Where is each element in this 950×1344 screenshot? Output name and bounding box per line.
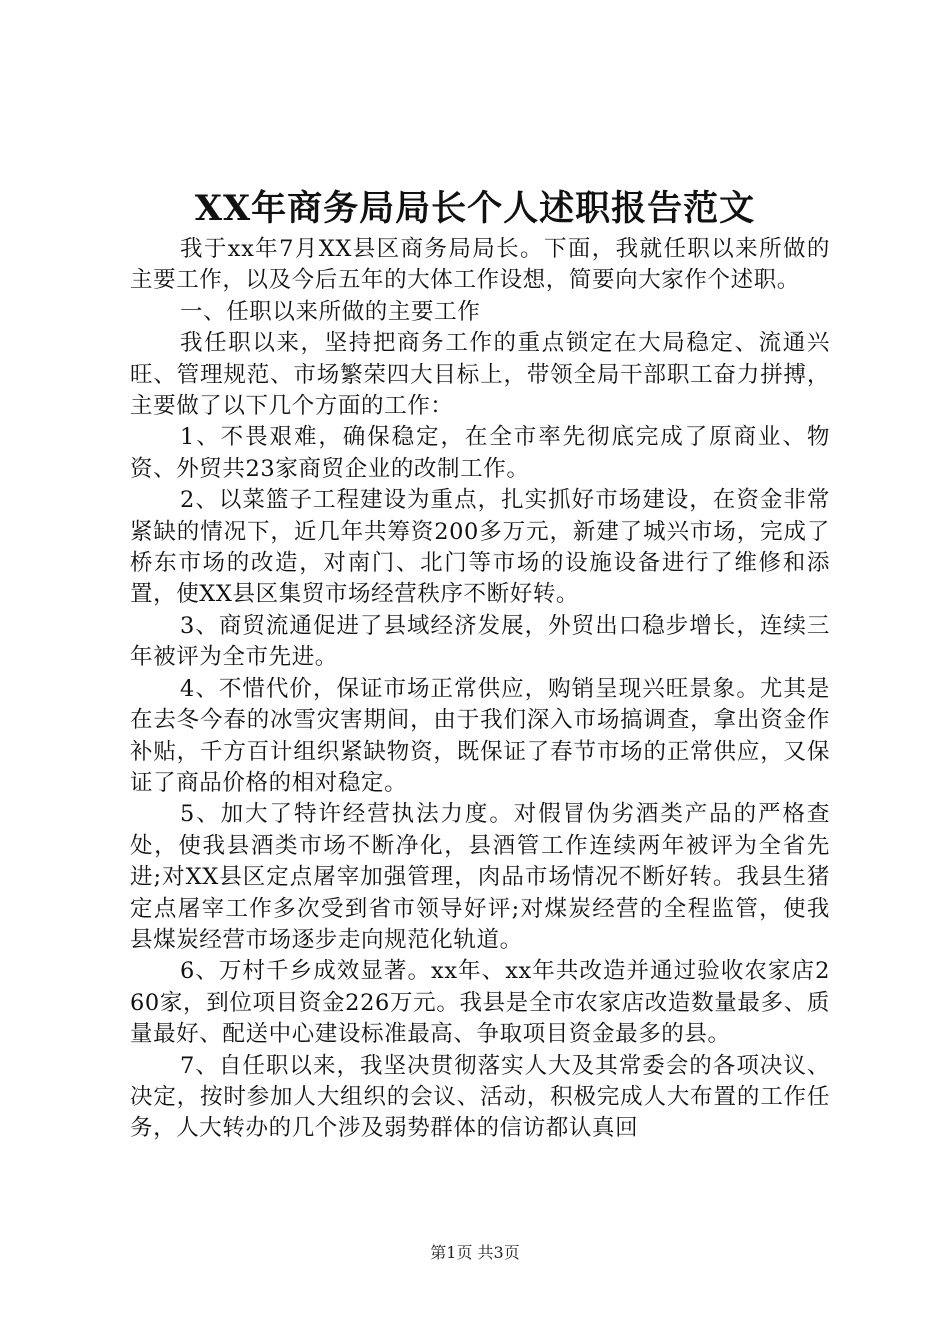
paragraph-item-4: 4、不惜代价，保证市场正常供应，购销呈现兴旺景象。尤其是在去冬今春的冰雪灾害期间，由于我们深入市场搞调查，拿出资金作补贴，千方百计组织紧缺物资，既保证了春节市场的正常供应，又保证了商品价格的相对稳定。 <box>130 675 830 796</box>
paragraph-intro: 我于xx年7月XX县区商务局局长。下面，我就任职以来所做的主要工作，以及今后五年的大体工作设想，简要向大家作个述职。 <box>130 236 830 294</box>
paragraph-item-1: 1、不畏艰难，确保稳定，在全市率先彻底完成了原商业、物资、外贸共23家商贸企业的改制工作。 <box>130 424 830 482</box>
document-body <box>130 234 830 1145</box>
paragraph-overview: 我任职以来，坚持把商务工作的重点锁定在大局稳定、流通兴旺、管理规范、市场繁荣四大目标上，带领全局干部职工奋力拼搏，主要做了以下几个方面的工作： <box>130 330 830 420</box>
paragraph-item-2: 2、以菜篮子工程建设为重点，扎实抓好市场建设，在资金非常紧缺的情况下，近几年共筹资200多万元，新建了城兴市场，完成了桥东市场的改造，对南门、北门等市场的设施设备进行了维修和添置，使XX县区集贸市场经营秩序不断好转。 <box>130 487 830 608</box>
paragraph-item-7: 7、自任职以来，我坚决贯彻落实人大及其常委会的各项决议、决定，按时参加人大组织的会议、活动，积极完成人大布置的工作任务，人大转办的几个涉及弱势群体的信访都认真回 <box>130 1052 830 1142</box>
section-heading-1: 一、任职以来所做的主要工作 <box>180 298 481 325</box>
paragraph-item-5: 5、加大了特许经营执法力度。对假冒伪劣酒类产品的严格查处，使我县酒类市场不断净化，县酒管工作连续两年被评为全省先进;对XX县区定点屠宰加强管理，肉品市场情况不断好转。我县生猪定点屠宰工作多次受到省市领导好评;对煤炭经营的全程监管，使我县煤炭经营市场逐步走向规范化轨道。 <box>130 801 830 953</box>
page-footer: 第1页 共3页 <box>430 1243 520 1262</box>
paragraph-item-3: 3、商贸流通促进了县域经济发展，外贸出口稳步增长，连续三年被评为全市先进。 <box>130 612 830 671</box>
document-title: XX年商务局局长个人述职报告范文 <box>194 188 756 229</box>
paragraph-item-6: 6、万村千乡成效显著。xx年、xx年共改造并通过验收农家店260家，到位项目资金226万元。我县是全市农家店改造数量最多、质量最好、配送中心建设标准最高、争取项目资金最多的县。 <box>130 958 830 1048</box>
